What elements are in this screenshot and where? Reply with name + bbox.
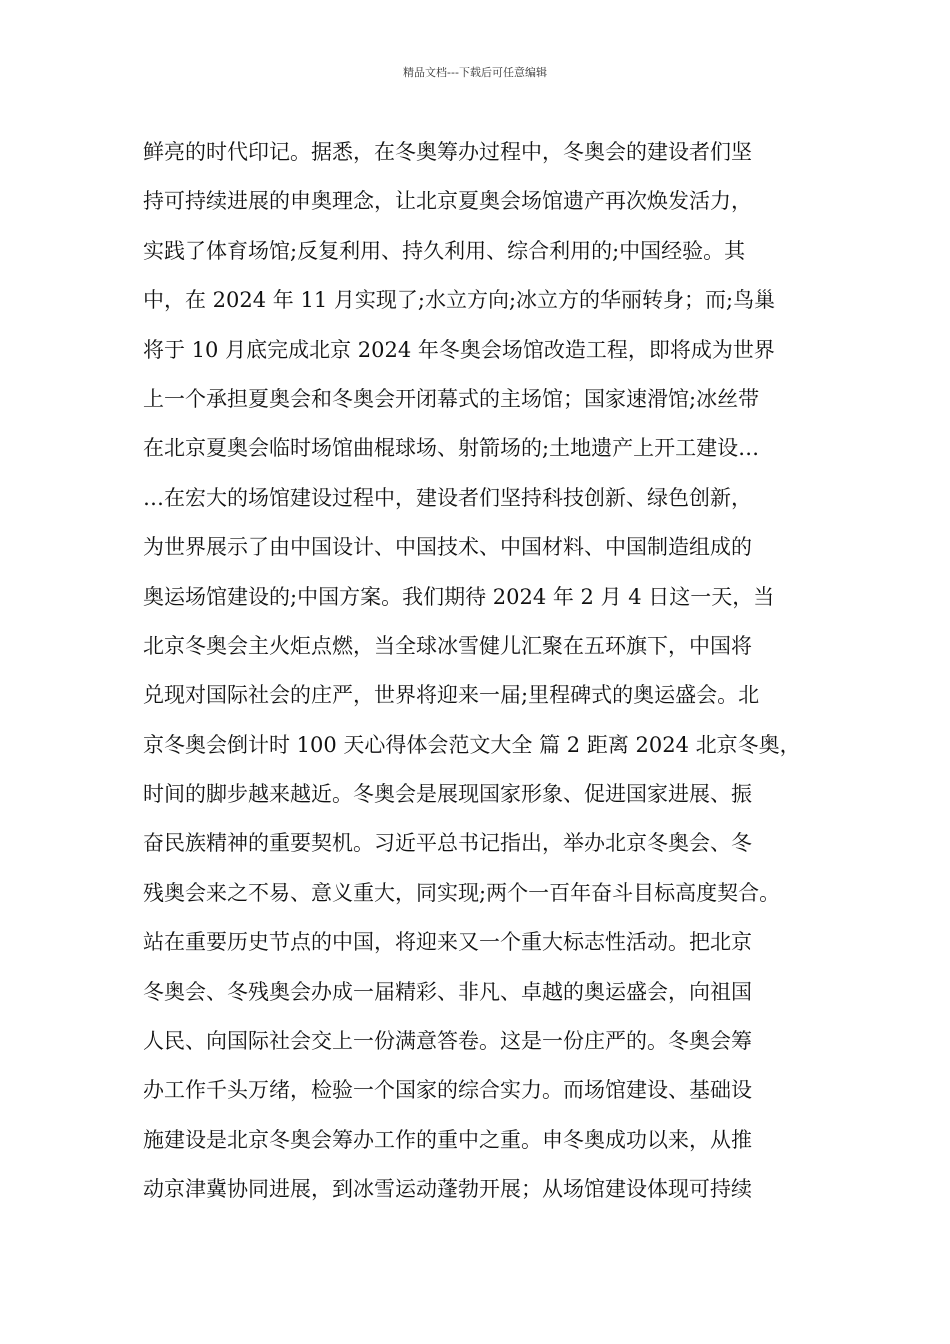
text-line: 为世界展示了由中国设计、中国技术、中国材料、中国制造组成的 — [143, 535, 752, 560]
text-line: 冬奥会、冬残奥会办成一届精彩、非凡、卓越的奥运盛会，向祖国 — [143, 979, 752, 1004]
text-line: 站在重要历史节点的中国，将迎来又一个重大标志性活动。把北京 — [143, 930, 752, 955]
text-line: …在宏大的场馆建设过程中，建设者们坚持科技创新、绿色创新， — [143, 485, 752, 510]
text-line: 时间的脚步越来越近。冬奥会是展现国家形象、促进国家进展、振 — [143, 782, 752, 807]
text-line: 中，在 2024 年 11 月实现了;水立方向;冰立方的华丽转身；而;鸟巢 — [143, 288, 776, 313]
text-line: 京冬奥会倒计时 100 天心得体会范文大全 篇 2 距离 2024 北京冬奥， — [143, 732, 801, 757]
text-line: 北京冬奥会主火炬点燃，当全球冰雪健儿汇聚在五环旗下，中国将 — [143, 633, 752, 658]
text-line: 在北京夏奥会临时场馆曲棍球场、射箭场的;土地遗产上开工建设… — [143, 436, 760, 461]
text-line: 将于 10 月底完成北京 2024 年冬奥会场馆改造工程，即将成为世界 — [143, 337, 775, 362]
text-line: 鲜亮的时代印记。据悉，在冬奥筹办过程中，冬奥会的建设者们坚 — [143, 140, 752, 164]
page-header: 精品文档---下载后可任意编辑 — [403, 66, 547, 79]
text-line: 上一个承担夏奥会和冬奥会开闭幕式的主场馆；国家速滑馆;冰丝带 — [143, 386, 760, 411]
text-line: 实践了体育场馆;反复利用、持久利用、综合利用的;中国经验。其 — [143, 238, 746, 263]
text-line: 兑现对国际社会的庄严，世界将迎来一届;里程碑式的奥运盛会。北 — [143, 683, 760, 708]
body-text — [143, 132, 833, 1219]
text-line: 施建设是北京冬奥会筹办工作的重中之重。申冬奥成功以来，从推 — [143, 1127, 752, 1152]
text-line: 残奥会来之不易、意义重大，同实现;两个一百年奋斗目标高度契合。 — [143, 880, 781, 905]
text-line: 人民、向国际社会交上一份满意答卷。这是一份庄严的。冬奥会筹 — [143, 1029, 752, 1054]
text-line: 办工作千头万绪，检验一个国家的综合实力。而场馆建设、基础设 — [143, 1078, 752, 1103]
text-line: 奋民族精神的重要契机。习近平总书记指出，举办北京冬奥会、冬 — [143, 831, 752, 856]
text-line: 动京津冀协同进展，到冰雪运动蓬勃开展；从场馆建设体现可持续 — [143, 1177, 752, 1202]
text-line: 持可持续进展的申奥理念，让北京夏奥会场馆遗产再次焕发活力， — [143, 189, 752, 214]
text-line: 奥运场馆建设的;中国方案。我们期待 2024 年 2 月 4 日这一天，当 — [143, 584, 775, 609]
